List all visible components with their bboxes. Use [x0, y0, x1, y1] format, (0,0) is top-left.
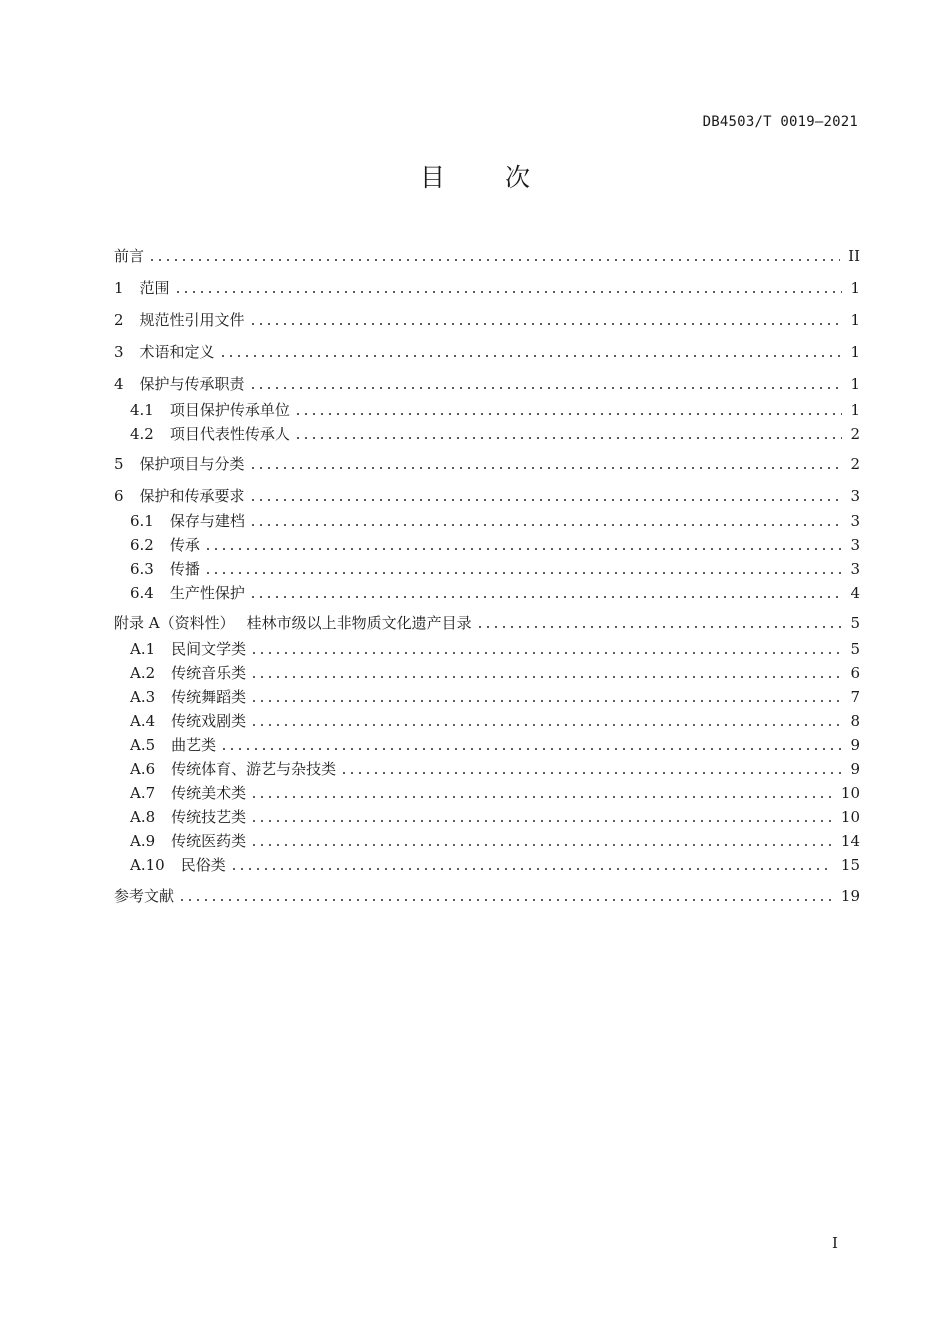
toc-dot-leader [250, 724, 842, 726]
table-of-contents [114, 0, 860, 1344]
toc-entry[interactable] [114, 244, 860, 266]
toc-entry-page-number: 10 [840, 784, 860, 802]
toc-entry[interactable] [130, 781, 860, 803]
toc-entry-label: 项目保护传承单位 [169, 401, 290, 419]
toc-entry-page-number: 1 [850, 375, 860, 393]
toc-dot-leader [294, 437, 842, 439]
toc-dot-leader [204, 572, 842, 574]
toc-entry[interactable] [114, 611, 860, 633]
toc-entry-page-number: 5 [850, 614, 860, 632]
toc-entry[interactable] [130, 637, 860, 659]
toc-entry-number: A.1 [130, 640, 156, 658]
toc-entry-number: 4.2 [130, 425, 154, 443]
toc-entry-page-number: 7 [850, 688, 860, 706]
toc-dot-leader [250, 796, 833, 798]
document-code: DB4503/T 0019—2021 [702, 114, 858, 130]
toc-entry-number: 2 [114, 311, 124, 329]
toc-entry-number: A.3 [130, 688, 156, 706]
toc-entry-page-number: 14 [840, 832, 860, 850]
toc-entry-page-number: 8 [850, 712, 860, 730]
toc-entry-number: 6.1 [130, 512, 154, 530]
toc-entry[interactable] [114, 884, 860, 906]
toc-entry-label: 传统体育、游艺与杂技类 [171, 760, 337, 778]
toc-entry-number: 6.4 [130, 584, 154, 602]
toc-entry-number: 附录 A（资料性） [114, 614, 235, 632]
toc-entry[interactable] [130, 422, 860, 444]
toc-entry-label: 传播 [169, 560, 200, 578]
toc-entry[interactable] [130, 581, 860, 603]
toc-dot-leader [250, 700, 842, 702]
toc-entry-number: 6.2 [130, 536, 154, 554]
toc-dot-leader [249, 323, 842, 325]
footer-page-number: I [832, 1234, 838, 1252]
toc-entry-page-number: 3 [850, 487, 860, 505]
toc-entry-page-number: 2 [850, 425, 860, 443]
toc-entry-page-number: 5 [850, 640, 860, 658]
toc-entry-number: A.10 [130, 856, 165, 874]
toc-dot-leader [220, 748, 842, 750]
toc-entry[interactable] [130, 557, 860, 579]
toc-dot-leader [219, 355, 842, 357]
toc-entry-number: A.9 [130, 832, 156, 850]
toc-entry-label: 生产性保护 [169, 584, 245, 602]
toc-entry-label: 传承 [169, 536, 200, 554]
toc-entry-number: A.6 [130, 760, 156, 778]
toc-entry[interactable] [114, 308, 860, 330]
toc-dot-leader [249, 524, 842, 526]
toc-entry-label: 规范性引用文件 [139, 311, 245, 329]
toc-entry-page-number: 9 [850, 760, 860, 778]
toc-dot-leader [250, 820, 833, 822]
toc-entry-number: A.7 [130, 784, 156, 802]
toc-entry-label: 保护项目与分类 [139, 455, 245, 473]
toc-entry[interactable] [130, 509, 860, 531]
toc-entry-page-number: 4 [850, 584, 860, 602]
toc-entry-number: A.5 [130, 736, 156, 754]
toc-entry-label: 传统医药类 [171, 832, 247, 850]
toc-dot-leader [249, 467, 842, 469]
toc-entry-number: 1 [114, 279, 124, 297]
toc-entry-page-number: 15 [840, 856, 860, 874]
toc-entry[interactable] [130, 733, 860, 755]
toc-entry-page-number: 3 [850, 512, 860, 530]
toc-entry[interactable] [114, 452, 860, 474]
toc-entry-label: 保存与建档 [169, 512, 245, 530]
toc-entry-page-number: 6 [850, 664, 860, 682]
toc-entry-page-number: 1 [850, 343, 860, 361]
toc-entry-label: 传统戏剧类 [171, 712, 247, 730]
toc-entry[interactable] [114, 276, 860, 298]
toc-entry-label: 传统音乐类 [171, 664, 247, 682]
toc-entry-label: 保护和传承要求 [139, 487, 245, 505]
toc-entry-number: 6 [114, 487, 124, 505]
page-title: 目次 [419, 163, 590, 192]
toc-dot-leader [250, 844, 833, 846]
toc-entry-page-number: 3 [850, 560, 860, 578]
toc-entry[interactable] [130, 853, 860, 875]
toc-dot-leader [249, 596, 842, 598]
toc-entry-number: 6.3 [130, 560, 154, 578]
toc-entry[interactable] [114, 340, 860, 362]
toc-dot-leader [476, 626, 842, 628]
toc-dot-leader [230, 868, 833, 870]
toc-entry[interactable] [130, 805, 860, 827]
toc-entry[interactable] [130, 757, 860, 779]
toc-entry[interactable] [130, 661, 860, 683]
toc-dot-leader [250, 676, 842, 678]
toc-dot-leader [204, 548, 842, 550]
toc-entry[interactable] [130, 829, 860, 851]
toc-entry-label: 范围 [139, 279, 170, 297]
toc-dot-leader [249, 499, 842, 501]
toc-dot-leader [249, 387, 842, 389]
toc-dot-leader [174, 291, 842, 293]
toc-entry[interactable] [114, 372, 860, 394]
toc-entry-page-number: 3 [850, 536, 860, 554]
toc-entry-number: 4 [114, 375, 124, 393]
toc-entry-label: 桂林市级以上非物质文化遗产目录 [246, 614, 472, 632]
toc-entry-page-number: 10 [840, 808, 860, 826]
toc-entry-label: 参考文献 [114, 887, 175, 905]
toc-entry-page-number: II [848, 247, 860, 265]
toc-entry-page-number: 1 [850, 311, 860, 329]
toc-entry-label: 民俗类 [180, 856, 226, 874]
toc-entry-number: 3 [114, 343, 124, 361]
toc-entry-label: 前言 [114, 247, 145, 265]
toc-entry-number: A.8 [130, 808, 156, 826]
toc-entry-page-number: 1 [850, 401, 860, 419]
toc-entry-label: 术语和定义 [139, 343, 215, 361]
toc-entry[interactable] [130, 533, 860, 555]
toc-dot-leader [148, 259, 840, 261]
toc-entry[interactable] [114, 484, 860, 506]
toc-entry[interactable] [130, 398, 860, 420]
toc-entry-label: 保护与传承职责 [139, 375, 245, 393]
toc-entry-label: 传统美术类 [171, 784, 247, 802]
toc-entry[interactable] [130, 685, 860, 707]
toc-entry-label: 曲艺类 [171, 736, 217, 754]
toc-dot-leader [340, 772, 842, 774]
toc-entry-number: A.4 [130, 712, 156, 730]
toc-entry[interactable] [130, 709, 860, 731]
toc-entry-number: A.2 [130, 664, 156, 682]
toc-entry-label: 传统舞蹈类 [171, 688, 247, 706]
toc-dot-leader [294, 413, 842, 415]
toc-entry-label: 项目代表性传承人 [169, 425, 290, 443]
toc-entry-page-number: 2 [850, 455, 860, 473]
toc-entry-page-number: 9 [850, 736, 860, 754]
toc-dot-leader [250, 652, 842, 654]
toc-dot-leader [178, 899, 833, 901]
toc-entry-page-number: 1 [850, 279, 860, 297]
toc-entry-number: 5 [114, 455, 124, 473]
toc-entry-label: 传统技艺类 [171, 808, 247, 826]
toc-entry-label: 民间文学类 [171, 640, 247, 658]
toc-entry-number: 4.1 [130, 401, 154, 419]
toc-entry-page-number: 19 [840, 887, 860, 905]
